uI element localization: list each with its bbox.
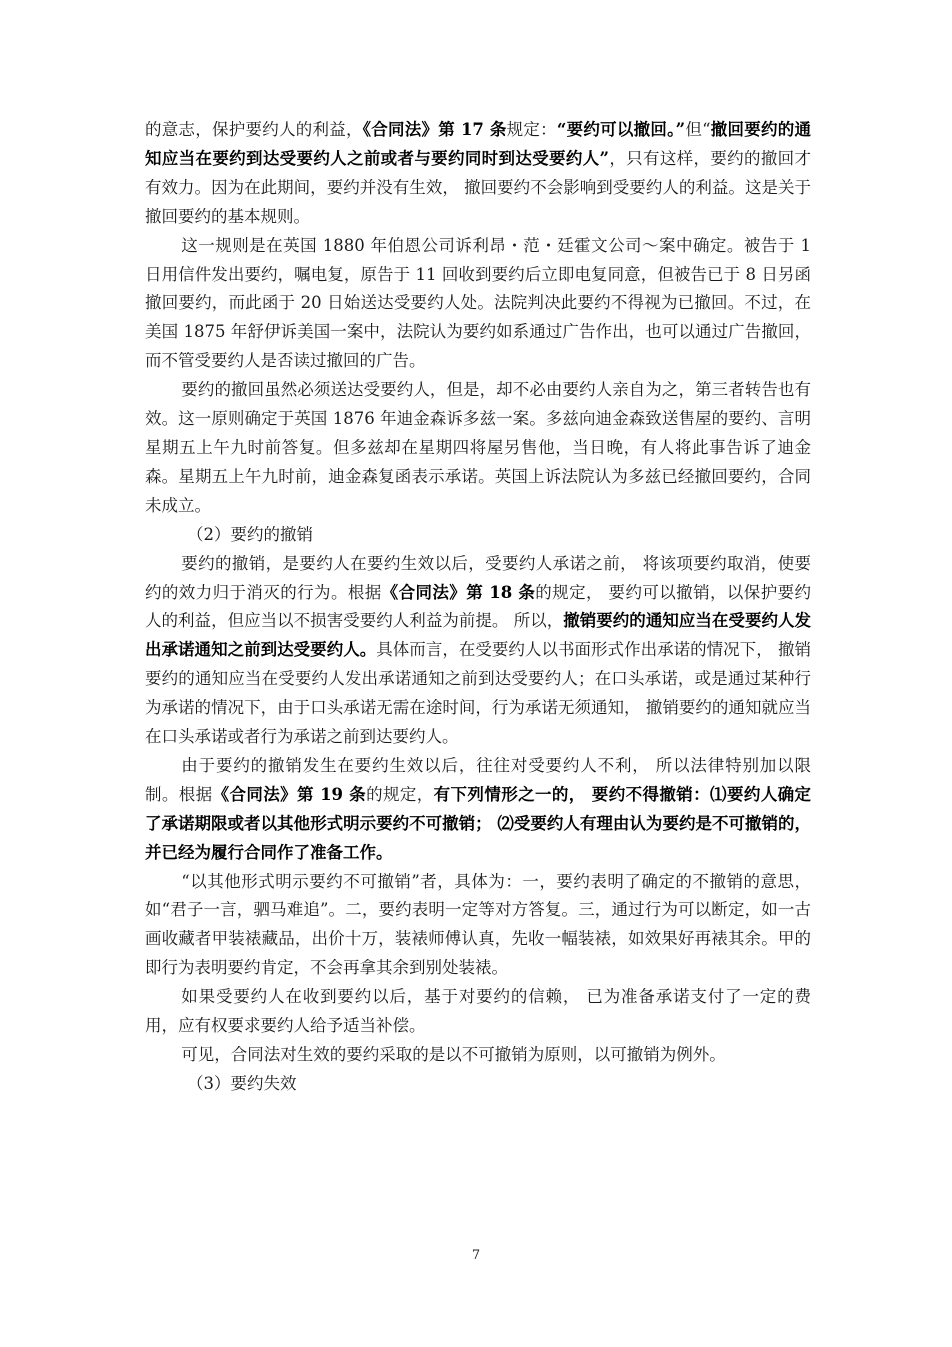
paragraph-irrevocable-forms: “以其他形式明示要约不可撤销”者，具体为：一，要约表明了确定的不撤销的意思，如“君子一言，驷马难追”。二，要约表明一定等对方答复。三，通过行为可以断定，如一古画收藏者甲装裱藏品，出价十万，装裱师傅认真，先收一幅装裱，如效果好再裱其余。甲的即行为表明要约肯定，不会再拿其余到别处装裱。 — [145, 871, 811, 978]
paragraph-revocation-definition: 要约的撤销，是要约人在要约生效以后，受要约人承诺之前， 将该项要约取消，使要约的效力归于消灭的行为。根据《合同法》第 18 条的规定， 要约可以撤销，以保护要约人的利益，但应当以不损害受要约人利益为前提。 所以，撤销要约的通知应当在受要约人发出承诺通知之前到达受要约人。具体而言，在受要约人以书面形式作出承诺的情况下， 撤销要约的通知应当在受要约人发出承诺通知之前到达受要约人；在口头承诺，或是通过某种行为承诺的情况下，由于口头承诺无需在途时间，行为承诺无须通知， 撤销要约的通知就应当在口头承诺或者行为承诺之前到达要约人。 — [145, 553, 812, 747]
paragraph-compensation: 如果受要约人在收到要约以后，基于对要约的信赖， 已为准备承诺支付了一定的费用，应有权要求要约人给予适当补偿。 — [145, 987, 811, 1036]
paragraph-revocation-limits: 由于要约的撤销发生在要约生效以后，往往对受要约人不利， 所以法律特别加以限制。根据《合同法》第 19 条的规定，有下列情形之一的， 要约不得撤销：⑴要约人确定了承诺期限或者以其他形式明示要约不可撤销； ⑵受要约人有理由认为要约是不可撤销的，并已经为履行合同作了准备工作。 — [145, 755, 812, 862]
page-number: 7 — [471, 1248, 481, 1263]
paragraph-withdrawal-rule: 的意志，保护要约人的利益，《合同法》第 17 条规定：“要约可以撤回。”但“撤回要约的通知应当在要约到达受要约人之前或者与要约同时到达受要约人”，只有这样，要约的撤回才有效力。因为在此期间，要约并没有生效， 撤回要约不会影响到受要约人的利益。这是关于撤回要约的基本规则。 — [145, 120, 812, 226]
paragraph-conclusion: 可见，合同法对生效的要约采取的是以不可撤销为原则，以可撤销为例外。 — [181, 1045, 726, 1064]
paragraph-third-party-notice: 要约的撤回虽然必须送达受要约人，但是，却不必由要约人亲自为之，第三者转告也有效。这一原则确定于英国 1876 年迪金森诉多兹一案。多兹向迪金森致送售屋的要约、言明星期五上午九时前答复。但多兹却在星期四将屋另售他，当日晚，有人将此事告诉了迪金森。星期五上午九时前，迪金森复函表示承诺。英国上诉法院认为多兹已经撤回要约，合同未成立。 — [145, 380, 811, 515]
paragraph-uk-1880-case: 这一规则是在英国 1880 年伯恩公司诉利昂・范・廷霍文公司～案中确定。被告于 1 日用信件发出要约，嘱电复，原告于 11 回收到要约后立即电复同意，但被告已于 8 日另函撤回要约，而此函于 20 日始送达受要约人处。法院判决此要约不得视为已撤回。不过，在美国 1875 年舒伊诉美国一案中，法院认为要约如系通过广告作出，也可以通过广告撤回，而不管受要约人是否读过撤回的广告。 — [145, 235, 811, 371]
section-heading-revocation: （2）要约的撤销 — [187, 524, 313, 544]
section-heading-expiry: （3）要约失效 — [187, 1073, 297, 1093]
document-body — [145, 116, 811, 1099]
